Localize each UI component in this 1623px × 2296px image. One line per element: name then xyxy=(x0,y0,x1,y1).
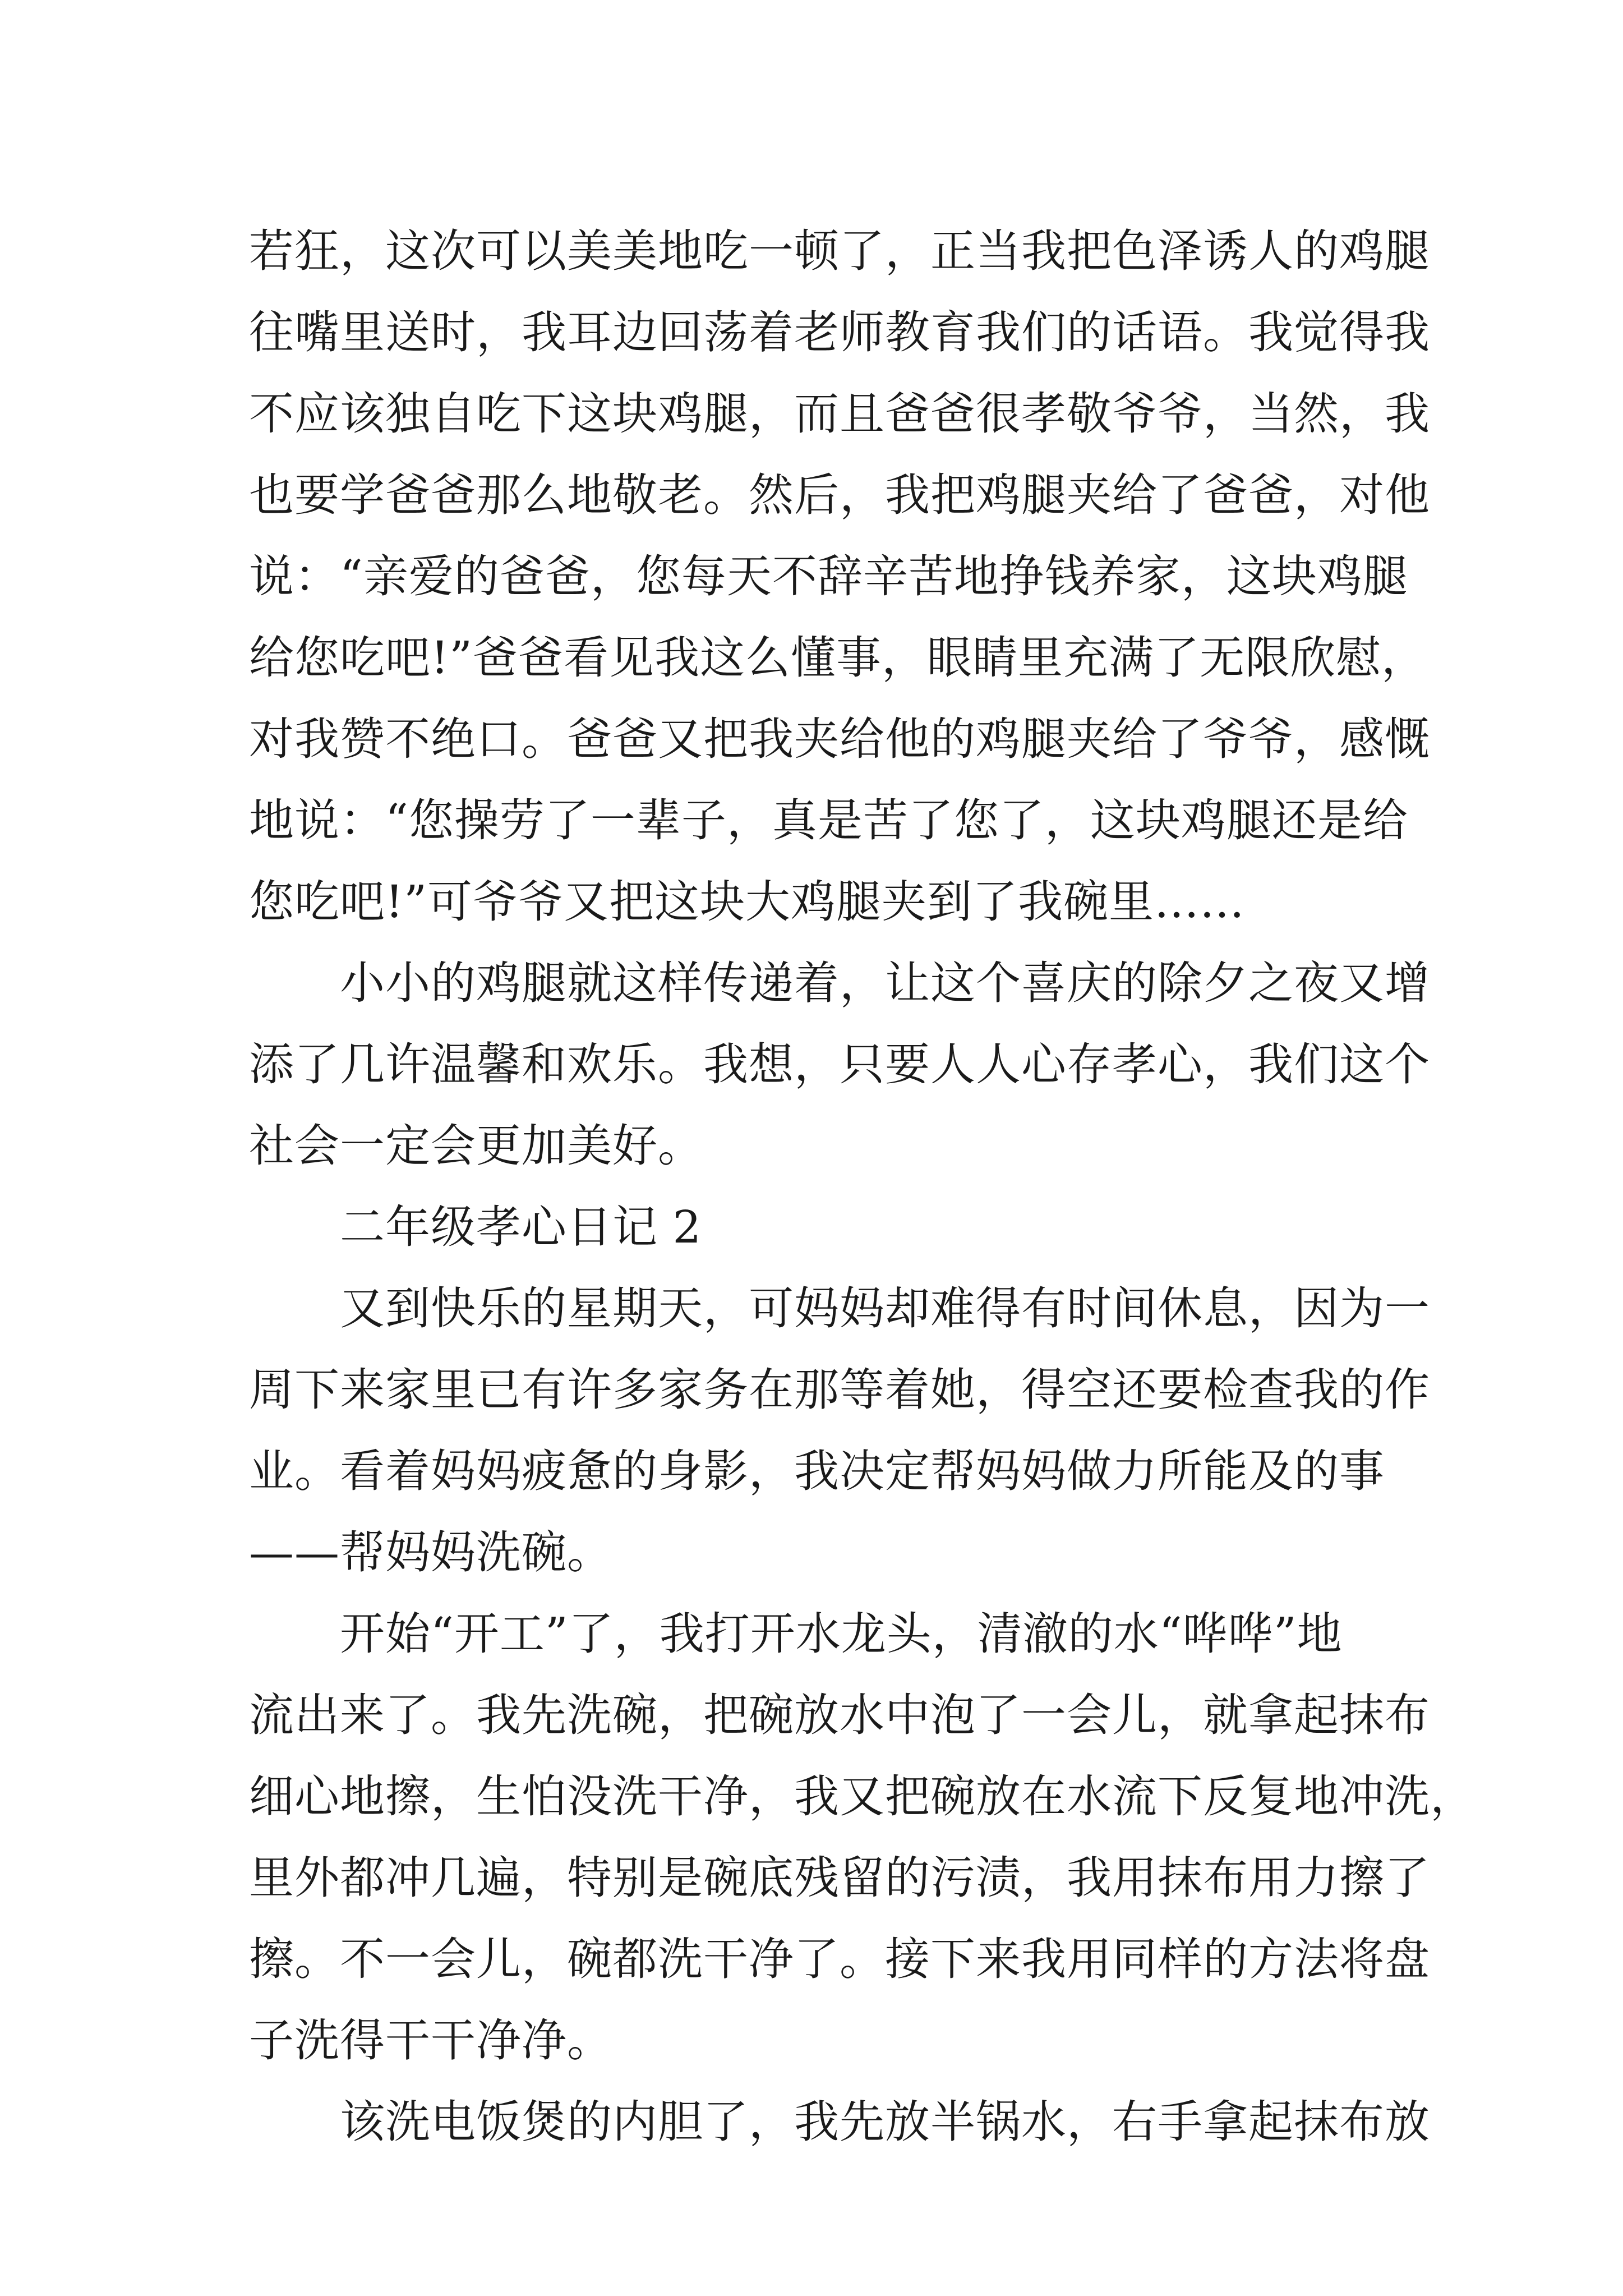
text-line: 周下来家里已有许多家务在那等着她，得空还要检查我的作 xyxy=(249,1364,1430,1416)
text-line: 子洗得干干净净。 xyxy=(249,2014,612,2067)
text-line: 擦。不一会儿，碗都洗干净了。接下来我用同样的方法将盘 xyxy=(249,1933,1430,1985)
text-line: 该洗电饭煲的内胆了，我先放半锅水，右手拿起抹布放 xyxy=(340,2096,1430,2148)
text-line: 说：“亲爱的爸爸，您每天不辞辛苦地挣钱养家，这块鸡腿 xyxy=(249,550,1408,602)
text-line: 也要学爸爸那么地敬老。然后，我把鸡腿夹给了爸爸，对他 xyxy=(249,469,1430,521)
text-line: 又到快乐的星期天，可妈妈却难得有时间休息，因为一 xyxy=(340,1282,1430,1335)
text-line: 添了几许温馨和欢乐。我想，只要人人心存孝心，我们这个 xyxy=(249,1038,1430,1091)
text-line: 流出来了。我先洗碗，把碗放水中泡了一会儿，就拿起抹布 xyxy=(249,1689,1430,1741)
text-line: 细心地擦，生怕没洗干净，我又把碗放在水流下反复地冲洗， xyxy=(249,1770,1476,1823)
text-line: 您吃吧!”可爷爷又把这块大鸡腿夹到了我碗里…… xyxy=(249,876,1246,928)
text-line: 地说：“您操劳了一辈子，真是苦了您了，这块鸡腿还是给 xyxy=(249,794,1408,846)
text-line: 小小的鸡腿就这样传递着，让这个喜庆的除夕之夜又增 xyxy=(340,957,1430,1009)
paragraph xyxy=(249,1186,1377,1268)
paragraph xyxy=(249,2081,1430,2162)
text-line: ——帮妈妈洗碗。 xyxy=(249,1526,612,1579)
text-line: 对我赞不绝口。爸爸又把我夹给他的鸡腿夹给了爷爷，感慨 xyxy=(249,713,1430,765)
text-line: 给您吃吧!”爸爸看见我这么懂事，眼睛里充满了无限欣慰， xyxy=(249,632,1427,684)
text-line: 开始“开工”了，我打开水龙头，清澈的水“哗哗”地 xyxy=(340,1608,1343,1660)
text-line: 业。看着妈妈疲惫的身影，我决定帮妈妈做力所能及的事 xyxy=(249,1445,1385,1497)
text-line: 往嘴里送时，我耳边回荡着老师教育我们的话语。我觉得我 xyxy=(249,306,1430,358)
paragraph xyxy=(249,210,1430,942)
paragraph xyxy=(249,1268,1430,1593)
text-line: 里外都冲几遍，特别是碗底残留的污渍，我用抹布用力擦了 xyxy=(249,1852,1430,1904)
document-body xyxy=(249,210,1476,2162)
text-line: 社会一定会更加美好。 xyxy=(249,1120,703,1172)
text-line: 若狂，这次可以美美地吃一顿了，正当我把色泽诱人的鸡腿 xyxy=(249,225,1430,277)
paragraph xyxy=(249,942,1430,1186)
text-line: 不应该独自吃下这块鸡腿，而且爸爸很孝敬爷爷，当然，我 xyxy=(249,388,1430,440)
text-line: 二年级孝心日记 2 xyxy=(340,1201,702,1253)
paragraph xyxy=(249,1593,1476,2081)
